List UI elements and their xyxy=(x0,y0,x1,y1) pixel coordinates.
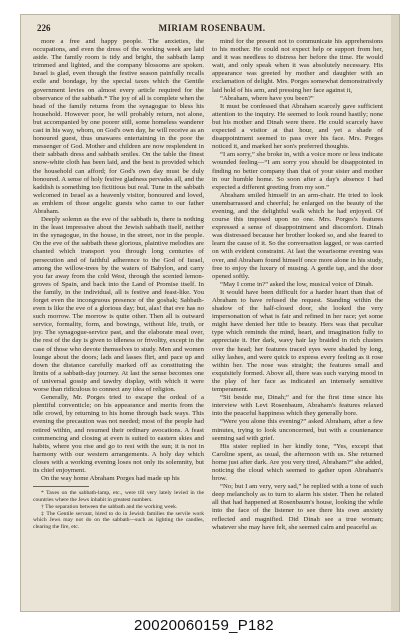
image-id-caption: 20020060159_P182 xyxy=(134,617,274,634)
paragraph: more a free and happy people. The anxieties, the occupations, and even the dress of the working week are laid aside. The family room is tidy and bright, the sabbath lamp trimmed and lighted, and the company blossoms are spoken. Israel is glad, even though the festive season painfully recalls exile and bondage, by the special taxes which the Gentile government levies on almost every article required for the observance of the sabbath.* The joy of all is complete when the head of the family returns from the synagogue to bless his household. However poor, he will probably return, not alone, but accompanied by one poorer still, some homeless wanderer cast in his way, whom, on God's own day, he will receive as an honoured guest, thus unawares entertaining in the poor the messenger of God. Mother and children are now resplendent in their sabbath dress and sabbath smiles. On the table the finest snow-white cloth has been laid, and the best is provided which the household can afford; for God's own day must be duly honoured. A sense of holy festive gladness pervades all, and the kaddish is something too fictitious but real. Tune in the sabbath welcomed in Israel as a heavenly visitor, honoured and loved, as emblem of those angelic guests who came to our father Abraham. xyxy=(33,38,204,215)
paragraph: On the way home Abraham Porges had made up his xyxy=(41,475,180,483)
footnote: * Taxes on the sabbath-lamp, etc., were till very lately levied in the countries where the Jews inhabit in greatest numbers. xyxy=(33,490,204,503)
paragraph: mind for the present not to communicate his apprehensions to his mother. He could not expect help or support from her, and it was needless to distress her before the time. He would wait, and only speak when it was absolutely necessary. His appearance was greeted by mother and daughter with an exclamation of delight. Mrs. Porges somewhat demonstratively laid hold of his arm, and pressing her face against it, xyxy=(212,38,383,94)
paragraph: His sister replied in her kindly tone, “Yes, except that Caroline spent, as usual, the afternoon with us. She returned home just after dark. Are you very tired, Abraham?” she added, noticing the cloud which seemed to gather upon Abraham's brow. xyxy=(212,442,383,483)
book-page xyxy=(20,14,400,612)
paragraph: It must be confessed that Abraham scarcely gave sufficient attention to the inquiry. He seemed to look round hastily; none but his mother and Dinah were there. He could scarcely have expected a visitor at that hour, and yet a shade of disappointment seemed to pass over his face. Mrs. Porges noticed it, and marked her son's preferred thoughts. xyxy=(212,102,383,151)
paragraph: “Sit beside me, Dinah;” and for the first time since his interview with Levi Rosenbaum, Abraham's features relaxed into the peaceful happiness which they generally bore. xyxy=(212,394,383,418)
paragraph: “Abraham, where have you been?” xyxy=(220,94,314,102)
page-number: 226 xyxy=(37,23,51,33)
paragraph: “May I come in?” asked the low, musical voice of Dinah. xyxy=(220,280,374,288)
paragraph: “No; but I am very, very sad,” he replied with a tone of such deep melancholy as to turn to alarm his sister. Then he related all that had happened at Rosenbaum's house, looking the while into the face of the listener to see there his own anxiety reflected and magnified. Did Dinah see a true woman; whatever she may have felt, she seemed calm and peaceful as xyxy=(212,483,383,531)
page-bleed xyxy=(391,15,400,611)
page-header xyxy=(37,23,387,35)
paragraph: Deeply solemn as the eve of the sabbath is, there is nothing in the least impressive about the Jewish sabbath itself, neither in the synagogue, in the house, in the street, nor in the people. On the eve of the sabbath these glorious, plaintive melodies are chanted which transport you through long centuries of persecution and of faithful adherence to the God of Israel, among the willow-trees by the waters of Babylon, and carry you far away from the cold West, through the scented lemon-groves of Spain, and back into the Land of Promise itself. In the family, in the individual, all is festive and feast-like. You forget even the incongruous presence of the goshak; Sabbath-even is like the eve of a glorious day; but, alas! that eve has no such morrow. The morrow is quite other. Then all is outward service, formality, form, and bowings, without life, truth, or joy. The synagogue-service past, and the elaborate meal over, the rest of the day is given to idleness or frivolity, except in the case of those who devote themselves to study. Men and women lounge about the doors; lads and lasses flirt, and pace up and down the distance carefully marked off as constituting the limits of a sabbath-day journey. At last the sense becomes one of universal gossip and tawdry display, with which it were worse than ridiculous to connect any idea of religion. xyxy=(33,216,204,394)
paragraph: Abraham smiled himself in an arm-chair. He tried to look unembarrassed and cheerful; he enlarged on the beauty of the evening, and the delightful walk which he had enjoyed. Of course this imposed upon no one. Mrs. Porges's features expressed a sense of disappointment and discomfort. Dinah was distressed because her brother looked so, and she feared to learn the cause of it. So the conversation lagged, or was carried on with evident constraint. At last the wearisome evening was over, and Abraham found himself once more alone in his study, free to enjoy the luxury of musing. A gentle tap, and the door opened softly. xyxy=(212,191,383,280)
footnote-rule xyxy=(33,486,89,487)
paragraph: Generally, Mr. Porges tried to escape the ordeal of a plentiful conventicle; on his appearance and merits from the idle crowd, by returning to his home through back ways. This evening the precaution was not needed; most of the people had retired within, and resumed their ordinary avocations. A feast commencing and closing at even is suited to eastern skies and habits, where you rise and go to rest with the sun; it is not in harmony with our western arrangements. A holy day which closes with a working evening loses not only its solemnity, but its chief enjoyment. xyxy=(33,394,204,474)
paragraph: “I am sorry,” she broke in, with a voice more or less indicate wounded feeling—“I am sorry you should be disappointed in finding no better company than that of your sister and mother in our humble home. So soon after a day's absence I had expected a different greeting from my son.” xyxy=(212,151,383,191)
footnote: † The separation between the sabbath and the working week. xyxy=(41,503,178,510)
running-head: MIRIAM ROSENBAUM. xyxy=(158,23,266,33)
paragraph: “Were you alone this evening?” asked Abraham, after a few minutes, trying to look unconcerned, but with a countenance seeming sad with grief. xyxy=(212,418,383,442)
footnote: ‡ The Gentile servant, hired to do in Jewish families the servile work which Jews may not do on the sabbath—such as lighting the candles, clearing the fire, etc. xyxy=(33,510,204,531)
left-column xyxy=(33,38,204,578)
right-column xyxy=(212,38,383,578)
paragraph: It would have been difficult for a harder heart than that of Abraham to have refused the request. Standing within the shadow of the half-closed door, she looked the very impersonation of what is fair and refined in her race; yet some might have denied her title to beauty. Hers was that peculiar type which reminds the mind, heart, and imagination fully to appreciate it. Her dark, wavy hair lay braided in rich clusters over the head; her features traced eyes were shaded by long, silky lashes, and were quick to express every feeling as it rose within her. The nose was straight; the features small and exquisitely formed. Above all, there was such varying mood in the play of her face as indicated an intensely sensitive temperament. xyxy=(212,288,383,394)
